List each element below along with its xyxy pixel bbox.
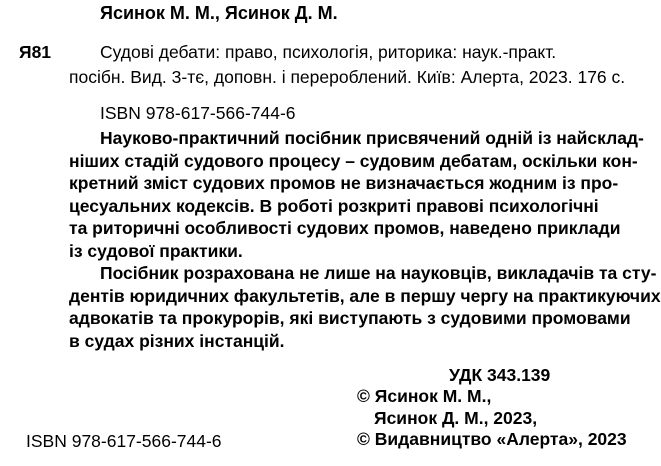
bibliographic-line-2: посібн. Вид. 3-тє, доповн. і перероблений. Київ: Алерта, 2023. 176 с. xyxy=(69,67,626,87)
isbn-bottom: ISBN 978-617-566-744-6 xyxy=(26,431,222,451)
copyright-block xyxy=(357,386,627,451)
annotation-line: Посібник розрахована не лише на науковців, викладачів та сту- xyxy=(100,263,657,283)
annotation-line: кретний зміст судових промов не визначається жодним із про- xyxy=(69,173,619,193)
annotation-line: адвокатів та прокурорів, які виступають з судовими промовами xyxy=(69,308,631,328)
isbn-top: ISBN 978-617-566-744-6 xyxy=(100,103,296,123)
bibliographic-line-1: Судові дебати: право, психологія, риторика: наук.-практ. xyxy=(100,42,557,62)
copyright-line-3: © Видавництво «Алерта», 2023 xyxy=(357,429,627,449)
annotation-line: в судах різних інстанцій. xyxy=(69,330,285,351)
annotation-line: із судової практики. xyxy=(69,240,243,261)
annotation-paragraph-2 xyxy=(69,262,661,352)
annotation-line: ніших стадій судового процесу – судовим дебатам, оскільки кон- xyxy=(69,150,638,171)
copyright-line-2: Ясинок Д. М., 2023, xyxy=(374,407,538,428)
udk-code: УДК 343.139 xyxy=(449,365,551,385)
library-code: Я81 xyxy=(19,42,52,62)
annotation-line: дентів юридичних факультетів, але в першу чергу на практикуючих xyxy=(69,285,661,306)
annotation-line: та риторичні особливості судових промов, наведено приклади xyxy=(69,218,621,238)
annotation-line: цесуальних кодексів. В роботі розкриті правові психологічні xyxy=(69,195,599,216)
annotation-line: Науково-практичний посібник присвячений одній із найсклад- xyxy=(100,128,644,148)
copyright-line-1: © Ясинок М. М., xyxy=(357,386,492,406)
annotation-paragraph-1 xyxy=(69,127,644,262)
authors: Ясинок М. М., Ясинок Д. М. xyxy=(100,3,338,23)
